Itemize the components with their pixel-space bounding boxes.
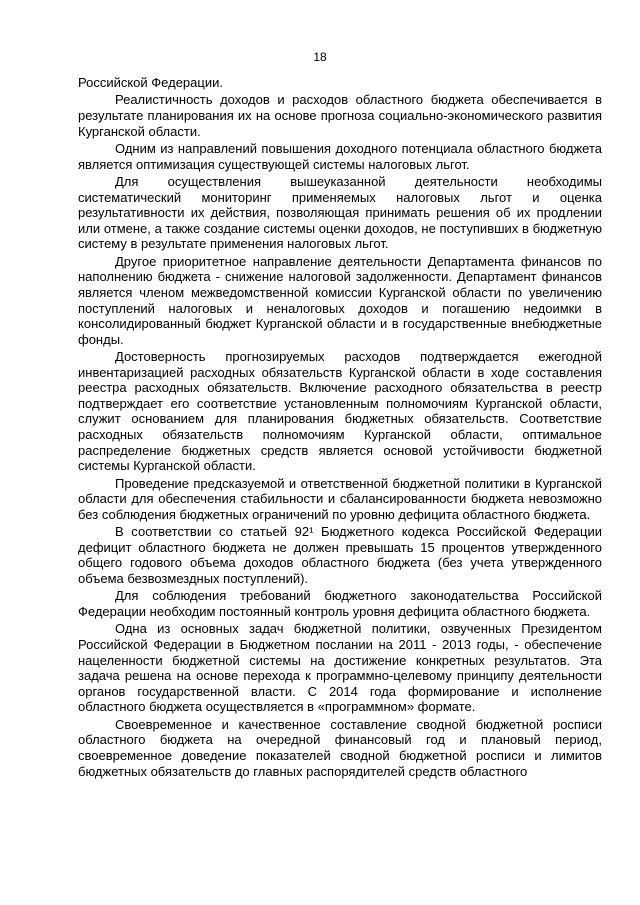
paragraph: Другое приоритетное направление деятельности Департамента финансов по наполнению бюджета - снижение налоговой задолженности. Департамент финансов является членом межведомственной комиссии Курганской области по увеличению поступлений налоговых и неналоговых доходов и погашению недоимки в консолидированный бюджет Курганской области и в государственные внебюджетные фонды. xyxy=(78,253,602,347)
body-text xyxy=(78,75,602,781)
page-number: 18 xyxy=(313,50,327,64)
paragraph: Достоверность прогнозируемых расходов подтверждается ежегодной инвентаризацией расходных обязательств Курганской области в ходе составления реестра расходных обязательств. Включение расходного обязательства в реестр подтверждает его соответствие установленным полномочиям Курганской области, служит основанием для планирования бюджетных обязательств. Соответствие расходных обязательств полномочиям Курганской области, оптимальное распределение бюджетных средств является основой устойчивости бюджетной системы Курганской области. xyxy=(78,349,602,474)
paragraph: Одна из основных задач бюджетной политики, озвученных Президентом Российской Федерации в Бюджетном послании на 2011 - 2013 годы, - обеспечение нацеленности бюджетной системы на достижение конкретных результатов. Эта задача решена на основе перехода к программно-целевому принципу деятельности органов государственной власти. С 2014 года формирование и исполнение областного бюджета осуществляется в «программном» формате. xyxy=(78,621,602,715)
paragraph: Российской Федерации. xyxy=(78,75,223,90)
paragraph: Проведение предсказуемой и ответственной бюджетной политики в Курганской области для обеспечения стабильности и сбалансированности бюджета невозможно без соблюдения бюджетных ограничений по уровню дефицита областного бюджета. xyxy=(78,475,602,522)
paragraph: В соответствии со статьей 92¹ Бюджетного кодекса Российской Федерации дефицит областного бюджета не должен превышать 15 процентов утвержденного общего годового объема доходов областного бюджета (без учета утвержденного объема безвозмездных поступлений). xyxy=(78,524,602,586)
paragraph: Своевременное и качественное составление сводной бюджетной росписи областного бюджета на очередной финансовый год и плановый период, своевременное доведение показателей сводной бюджетной росписи и лимитов бюджетных обязательств до главных распорядителей средств областного xyxy=(78,716,602,779)
paragraph: Реалистичность доходов и расходов областного бюджета обеспечивается в результате планирования их на основе прогноза социально-экономического развития Курганской области. xyxy=(78,92,602,139)
paragraph: Для осуществления вышеуказанной деятельности необходимы систематический мониторинг применяемых налоговых льгот и оценка результативности их действия, позволяющая принимать решения об их продлении или отмене, а также создание системы оценки доходов, не поступивших в бюджетную систему в результате применения налоговых льгот. xyxy=(78,173,602,252)
paragraph: Одним из направлений повышения доходного потенциала областного бюджета является оптимизация существующей системы налоговых льгот. xyxy=(78,140,602,172)
paragraph: Для соблюдения требований бюджетного законодательства Российской Федерации необходим постоянный контроль уровня дефицита областного бюджета. xyxy=(78,588,602,619)
